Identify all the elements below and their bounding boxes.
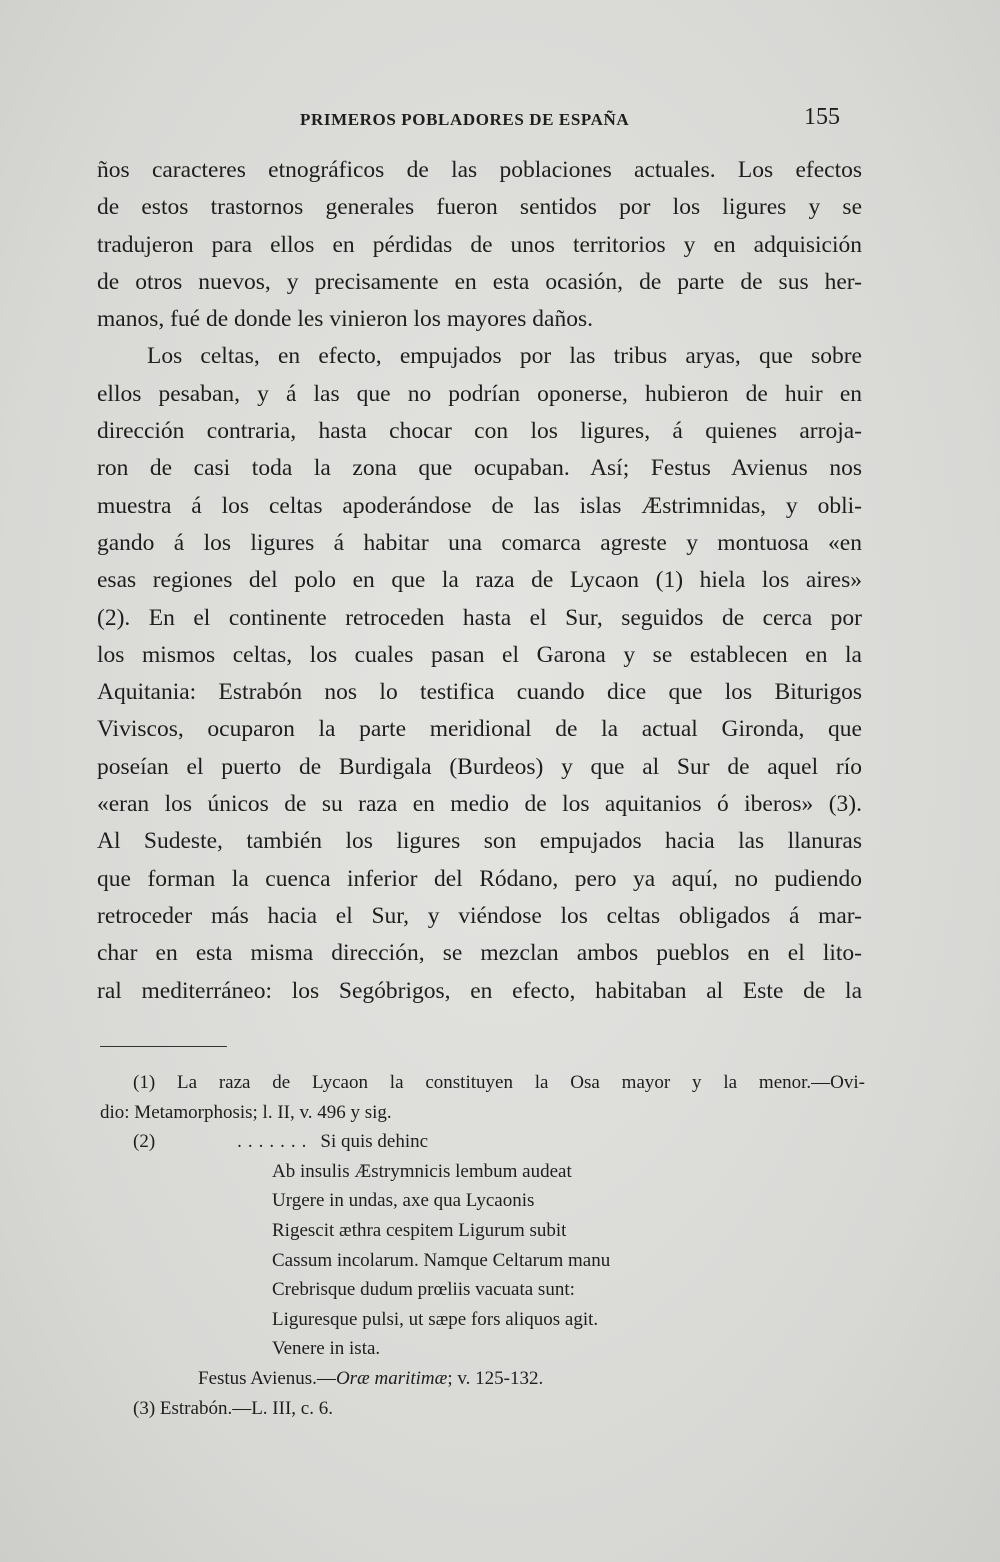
attribution-reference: ; v. 125-132. [447, 1367, 544, 1389]
footnote-3: (3) Estrabón.—L. III, c. 6. [133, 1397, 333, 1419]
verse-line: Rigescit æthra cespitem Ligurum subit [272, 1219, 567, 1241]
text-line: ños caracteres etnográficos de las poblaciones actuales. Los efectos [97, 157, 862, 183]
verse-line: Crebrisque dudum prœliis vacuata sunt: [272, 1279, 575, 1301]
text-line: dirección contraria, hasta chocar con los ligures, á quienes arroja- [97, 418, 862, 445]
page-header [300, 104, 840, 138]
text-line: de otros nuevos, y precisamente en esta ocasión, de parte de sus her- [97, 268, 862, 295]
text-line: Aquitania: Estrabón nos lo testifica cuando dice que los Biturigos [97, 679, 862, 706]
ellipsis-dots: ....... [237, 1131, 313, 1153]
attribution-author: Festus Avienus.— [198, 1367, 336, 1389]
verse-line: Venere in ista. [272, 1338, 381, 1360]
verse-first-line: Si quis dehinc [320, 1131, 429, 1153]
text-line: manos, fué de donde les vinieron los mayores daños. [97, 306, 594, 333]
text-line: esas regiones del polo en que la raza de Lycaon (1) hiela los aires» [97, 567, 862, 594]
text-line: retroceder más hacia el Sur, y viéndose los celtas obligados á mar- [97, 902, 862, 929]
attribution-work: Oræ maritimæ [335, 1367, 448, 1389]
text-line: Viviscos, ocuparon la parte meridional de la actual Gironda, que [97, 716, 862, 743]
footnotes [100, 1068, 865, 1423]
footnote-1-line-2: dio: Metamorphosis; l. II, v. 496 y sig. [100, 1101, 392, 1123]
text-line: Al Sudeste, también los ligures son empujados hacia las llanuras [97, 828, 862, 855]
text-line: (2). En el continente retroceden hasta el Sur, seguidos de cerca por [97, 604, 862, 631]
text-line: muestra á los celtas apoderándose de las islas Æstrimnidas, y obli- [97, 492, 862, 519]
text-line: tradujeron para ellos en pérdidas de unos territorios y en adquisición [97, 231, 862, 258]
text-line: ral mediterráneo: los Segóbrigos, en efecto, habitaban al Este de la [97, 977, 862, 1004]
text-line: gando á los ligures á habitar una comarca agreste y montuosa «en [97, 529, 862, 556]
verse-line: Ab insulis Æstrymnicis lembum audeat [272, 1160, 572, 1182]
verse-line: Liguresque pulsi, ut sæpe fors aliquos agit. [272, 1308, 599, 1330]
running-head: PRIMEROS POBLADORES DE ESPAÑA [300, 110, 630, 129]
footnote-2-head [100, 1127, 865, 1157]
footnote-divider [100, 1046, 227, 1047]
text-line: los mismos celtas, los cuales pasan el Garona y se establecen en la [97, 641, 862, 668]
main-text [97, 152, 862, 1010]
footnote-1-line-1: (1) La raza de Lycaon la constituyen la Osa mayor y la menor.—Ovi- [133, 1072, 865, 1093]
text-line: char en esta misma dirección, se mezclan ambos pueblos en el lito- [97, 940, 862, 967]
text-line: ellos pesaban, y á las que no podrían oponerse, hubieron de huir en [97, 380, 862, 407]
verse-line: Cassum incolarum. Namque Celtarum manu [272, 1249, 611, 1271]
text-line: ron de casi toda la zona que ocupaban. Así; Festus Avienus nos [97, 455, 862, 482]
verse-attribution [100, 1364, 865, 1394]
text-line: de estos trastornos generales fueron sentidos por los ligures y se [97, 194, 862, 221]
text-line: Los celtas, en efecto, empujados por las tribus aryas, que sobre [147, 343, 862, 370]
footnote-2-marker: (2) [133, 1131, 156, 1153]
verse-line: Urgere in undas, axe qua Lycaonis [272, 1190, 535, 1212]
text-line: que forman la cuenca inferior del Ródano, pero ya aquí, no pudiendo [97, 865, 862, 892]
text-line: «eran los únicos de su raza en medio de los aquitanios ó iberos» (3). [97, 791, 862, 818]
page-number: 155 [804, 104, 840, 130]
text-line: poseían el puerto de Burdigala (Burdeos) y que al Sur de aquel río [97, 753, 862, 780]
